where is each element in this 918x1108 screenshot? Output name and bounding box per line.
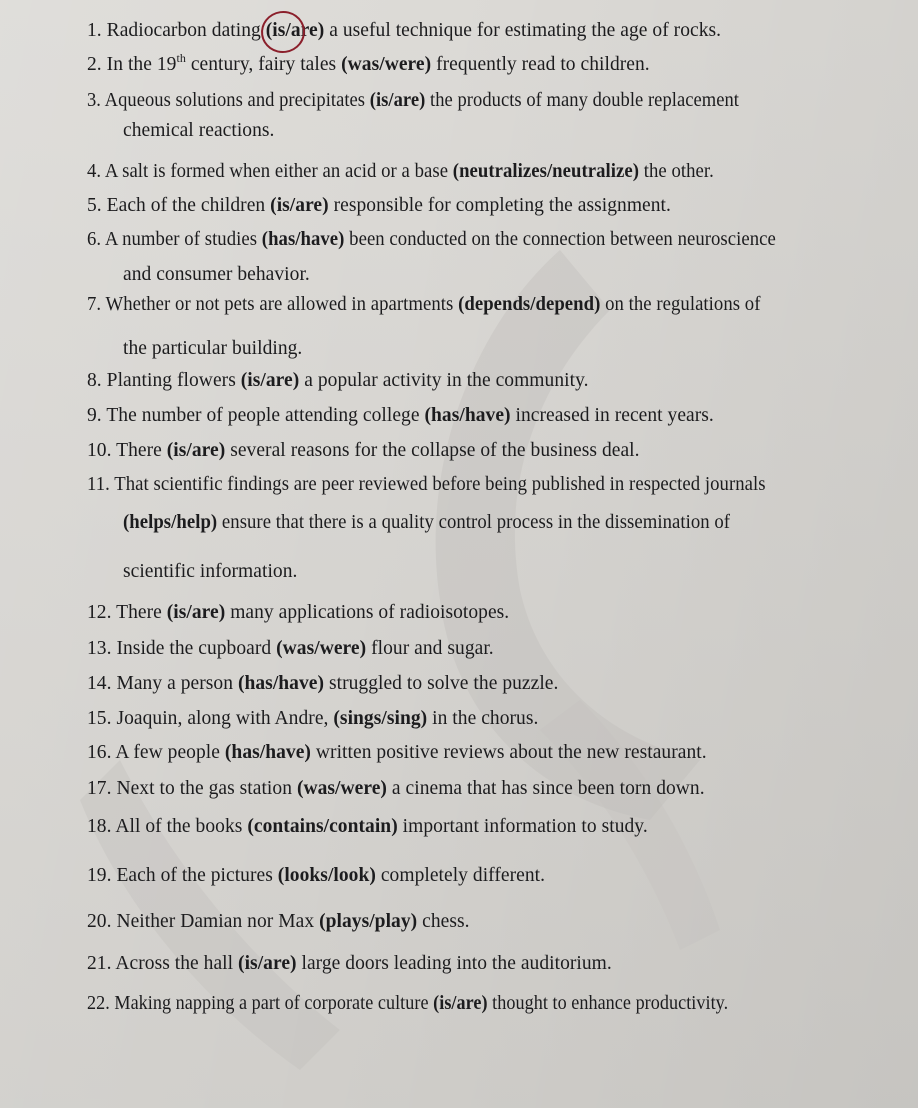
question-number: 3. bbox=[87, 90, 101, 111]
question-number: 9. bbox=[87, 405, 102, 426]
answer-choice[interactable]: (plays/play) bbox=[319, 911, 418, 932]
question-22 bbox=[87, 992, 728, 1016]
question-1 bbox=[87, 19, 721, 43]
question-15 bbox=[87, 707, 538, 731]
question-number: 15. bbox=[87, 708, 112, 729]
question-text: A number of studies bbox=[104, 229, 262, 250]
question-number: 7. bbox=[87, 294, 102, 315]
question-text: Across the hall bbox=[115, 953, 239, 974]
question-number: 6. bbox=[87, 229, 102, 250]
question-text: ensure that there is a quality control process in the dissemination of bbox=[217, 512, 731, 533]
question-text: increased in recent years. bbox=[510, 405, 714, 426]
answer-choice[interactable]: (neutralizes/neutralize) bbox=[452, 161, 640, 182]
question-number: 17. bbox=[87, 778, 112, 799]
question-text: Radiocarbon dating bbox=[106, 20, 266, 41]
question-text: Next to the gas station bbox=[116, 778, 297, 799]
question-number: 22. bbox=[87, 993, 110, 1014]
question-number: 20. bbox=[87, 911, 112, 932]
question-number: 8. bbox=[87, 370, 102, 391]
answer-choice[interactable]: (is/are) bbox=[166, 440, 226, 461]
question-text: century, fairy tales bbox=[185, 54, 342, 75]
question-7-continued: the particular building. bbox=[123, 338, 303, 359]
question-number: 5. bbox=[87, 195, 102, 216]
question-number: 2. bbox=[87, 54, 102, 75]
question-text: struggled to solve the puzzle. bbox=[324, 673, 559, 694]
answer-choice[interactable]: (is/are) bbox=[369, 90, 426, 111]
answer-choice[interactable]: (was/were) bbox=[341, 54, 432, 75]
question-text: important information to study. bbox=[397, 816, 648, 837]
answer-choice[interactable]: (helps/help) bbox=[123, 512, 218, 533]
question-2 bbox=[87, 53, 650, 77]
question-text: Planting flowers bbox=[106, 370, 241, 391]
question-text: large doors leading into the auditorium. bbox=[296, 953, 612, 974]
question-11-continued: scientific information. bbox=[123, 561, 298, 582]
question-3-continued: chemical reactions. bbox=[123, 120, 275, 141]
question-text: Aqueous solutions and precipitates bbox=[104, 90, 370, 111]
question-text: A few people bbox=[115, 742, 225, 763]
question-3 bbox=[87, 89, 739, 113]
question-number: 14. bbox=[87, 673, 112, 694]
answer-choice[interactable]: (sings/sing) bbox=[333, 708, 428, 729]
question-number: 18. bbox=[87, 816, 112, 837]
question-4 bbox=[87, 160, 714, 184]
answer-choice[interactable]: (has/have) bbox=[261, 229, 345, 250]
answer-choice[interactable]: (is/are) bbox=[240, 370, 300, 391]
question-number: 13. bbox=[87, 638, 112, 659]
question-number: 12. bbox=[87, 602, 112, 623]
question-text: Whether or not pets are allowed in apartments bbox=[105, 294, 459, 315]
question-text: the products of many double replacement bbox=[425, 90, 739, 111]
question-number: 19. bbox=[87, 865, 112, 886]
question-text: The number of people attending college bbox=[106, 405, 425, 426]
question-number: 4. bbox=[87, 161, 102, 182]
question-text: the other. bbox=[639, 161, 714, 182]
question-6 bbox=[87, 228, 776, 252]
question-text: written positive reviews about the new restaurant. bbox=[310, 742, 707, 763]
question-text: a popular activity in the community. bbox=[299, 370, 589, 391]
question-11 bbox=[87, 473, 766, 497]
answer-choice[interactable]: (looks/look) bbox=[277, 865, 376, 886]
question-text: All of the books bbox=[115, 816, 248, 837]
question-5 bbox=[87, 194, 671, 218]
question-text: chess. bbox=[417, 911, 470, 932]
answer-choice[interactable]: (has/have) bbox=[224, 742, 311, 763]
question-text: a cinema that has since been torn down. bbox=[386, 778, 705, 799]
question-text: responsible for completing the assignment. bbox=[328, 195, 671, 216]
question-text: A salt is formed when either an acid or a base bbox=[104, 161, 453, 182]
question-text: many applications of radioisotopes. bbox=[225, 602, 510, 623]
question-text: frequently read to children. bbox=[431, 54, 650, 75]
question-text: a useful technique for estimating the age of rocks. bbox=[324, 20, 722, 41]
question-number: 21. bbox=[87, 953, 112, 974]
answer-choice[interactable]: (is/are) bbox=[238, 953, 297, 974]
question-11-continued bbox=[123, 511, 730, 535]
question-17 bbox=[87, 777, 705, 801]
question-number: 1. bbox=[87, 20, 102, 41]
question-21 bbox=[87, 952, 612, 976]
answer-choice[interactable]: (is/are) bbox=[270, 195, 329, 216]
question-9 bbox=[87, 404, 714, 428]
question-text: There bbox=[116, 602, 167, 623]
question-8 bbox=[87, 369, 589, 393]
question-text: on the regulations of bbox=[600, 294, 761, 315]
answer-choice[interactable]: (is/are) bbox=[433, 993, 488, 1014]
question-text: been conducted on the connection between neuroscience bbox=[344, 229, 776, 250]
question-number: 11. bbox=[87, 474, 110, 495]
question-text: Many a person bbox=[116, 673, 238, 694]
question-text: Neither Damian nor Max bbox=[116, 911, 320, 932]
answer-choice[interactable]: (has/have) bbox=[424, 405, 511, 426]
question-text: In the 19 bbox=[106, 54, 177, 75]
question-text: That scientific findings are peer reviewed before being published in respected journals bbox=[114, 474, 766, 495]
question-10 bbox=[87, 439, 640, 463]
question-text: flour and sugar. bbox=[366, 638, 494, 659]
question-14 bbox=[87, 672, 558, 696]
question-text: There bbox=[116, 440, 167, 461]
question-text: Inside the cupboard bbox=[116, 638, 277, 659]
question-text: Joaquin, along with Andre, bbox=[116, 708, 334, 729]
question-19 bbox=[87, 864, 545, 888]
question-text: several reasons for the collapse of the business deal. bbox=[225, 440, 640, 461]
question-6-continued: and consumer behavior. bbox=[123, 264, 310, 285]
question-18 bbox=[87, 815, 648, 839]
question-text: in the chorus. bbox=[427, 708, 539, 729]
answer-choice[interactable]: (depends/depend) bbox=[458, 294, 601, 315]
question-number: 16. bbox=[87, 742, 112, 763]
answer-choice[interactable]: (is/are) bbox=[166, 602, 226, 623]
question-number: 10. bbox=[87, 440, 112, 461]
question-20 bbox=[87, 910, 470, 934]
question-7 bbox=[87, 293, 761, 317]
question-16 bbox=[87, 741, 707, 765]
question-12 bbox=[87, 601, 509, 625]
question-13 bbox=[87, 637, 494, 661]
answer-choice[interactable]: (contains/contain) bbox=[247, 816, 398, 837]
question-text: completely different. bbox=[375, 865, 546, 886]
question-text: Each of the pictures bbox=[116, 865, 278, 886]
question-text: Making napping a part of corporate culture bbox=[114, 993, 434, 1014]
answer-choice[interactable]: (was/were) bbox=[276, 638, 367, 659]
question-text: Each of the children bbox=[106, 195, 271, 216]
answer-choice[interactable]: (was/were) bbox=[296, 778, 387, 799]
answer-choice[interactable]: (has/have) bbox=[237, 673, 325, 694]
superscript: th bbox=[176, 51, 186, 65]
question-text: thought to enhance productivity. bbox=[487, 993, 729, 1014]
answer-choice[interactable]: (is/are) bbox=[266, 19, 325, 43]
